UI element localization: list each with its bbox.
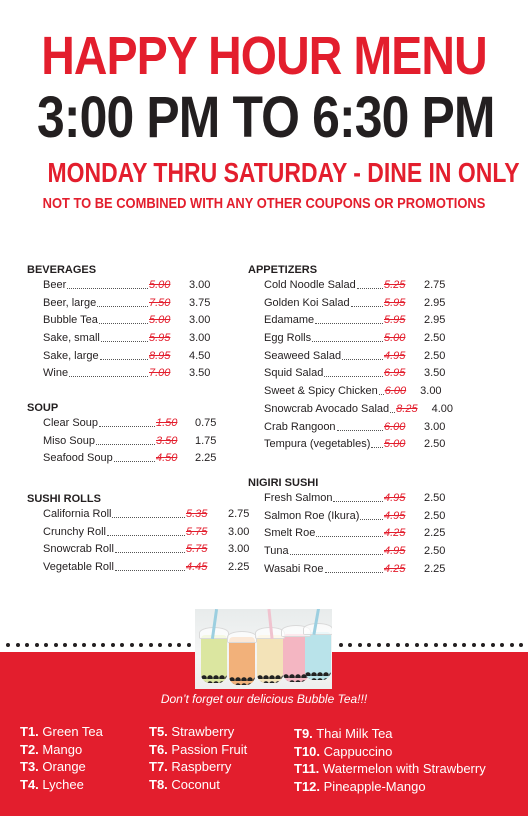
leader-dots [69,376,148,377]
happy-hour-price: 2.50 [424,545,446,558]
happy-hour-price: 3.00 [228,525,250,538]
item-name: Fresh Salmon [264,492,333,504]
soup-section [27,401,237,468]
menu-item [248,419,513,437]
leader-dots [100,359,148,360]
regular-price: 3.50 [156,434,178,447]
happy-hour-time: 3:00 PM TO 6:30 PM [36,85,495,150]
flavor-name: Green Tea [42,724,103,739]
leader-dots [324,376,383,377]
menu-item [27,277,237,295]
happy-hour-price: 2.75 [228,508,250,520]
item-name: Tempura (vegetables) [264,438,371,451]
happy-hour-price: 1.75 [195,434,217,447]
divider-dot [377,643,381,647]
divider-dot [158,643,162,647]
regular-price: 6.95 [384,367,406,380]
divider-dot [396,643,400,647]
item-name: Wasabi Roe [264,562,324,575]
flavor-name: Thai Milk Tea [316,726,393,741]
leader-dots [371,447,383,448]
leader-dots [107,535,185,536]
flavor-code: T5. [149,724,168,739]
leader-dots [67,288,148,289]
happy-hour-price: 3.00 [420,385,442,398]
flavor-name: Orange [42,759,86,774]
leader-dots [333,501,383,502]
menu-item [27,365,237,383]
leader-dots [360,519,383,520]
flavor-name: Lychee [42,776,84,792]
happy-hour-price: 3.00 [228,543,250,556]
flavor-code: T11. [294,761,320,776]
menu-item [248,383,513,401]
happy-hour-price: 2.50 [424,332,446,345]
sushi-rolls-section [27,492,250,577]
flavor-code: T12. [294,778,321,794]
item-name: Squid Salad [264,367,324,380]
menu-item [248,436,513,454]
flavor-item [294,760,486,778]
flavor-code: T9. [294,726,313,741]
regular-price: 4.95 [384,545,406,558]
happy-hour-price: 3.00 [189,279,211,291]
leader-dots [379,394,384,395]
menu-item [27,450,237,468]
flavor-name: Pineapple-Mango [323,778,426,794]
happy-hour-price: 2.25 [424,527,446,540]
happy-hour-price: 3.00 [189,314,211,327]
flavor-code: T1. [20,724,39,739]
section-title: SOUP [27,402,59,414]
regular-price: 5.75 [186,525,208,538]
menu-item [248,525,513,543]
divider-dot [462,643,466,647]
happy-hour-price: 2.50 [424,509,446,522]
happy-hour-price: 2.50 [424,492,446,504]
flavor-name: Watermelon with Strawberry [322,761,486,776]
item-name: Crunchy Roll [43,525,106,538]
flavor-item [20,758,103,776]
item-name: Egg Rolls [264,332,312,345]
menu-item [248,365,513,383]
regular-price: 4.45 [186,561,208,574]
bubble-tea-cups-photo [195,609,332,689]
flavor-code: T8. [149,776,168,792]
divider-dot [130,643,134,647]
divider-dot [187,643,191,647]
leader-dots [99,426,155,427]
menu-item [248,295,513,313]
menu-item [27,295,237,313]
divider-dot [491,643,495,647]
regular-price: 1.50 [156,417,178,429]
leader-dots [96,444,155,445]
flavor-name: Mango [42,741,83,757]
menu-item [27,415,237,433]
item-name: Vegetable Roll [43,561,114,574]
divider-dot [111,643,115,647]
item-name: Wine [43,367,69,380]
item-name: California Roll [43,508,112,520]
appetizers-section [248,263,513,454]
flavor-item [149,776,247,794]
section-title: SUSHI ROLLS [27,493,101,505]
regular-price: 6.00 [384,420,406,433]
menu-item [248,508,513,526]
regular-price: 5.95 [384,296,406,309]
menu-item [248,561,513,579]
happy-hour-price: 3.00 [189,332,211,345]
regular-price: 5.95 [149,332,171,345]
regular-price: 8.95 [149,349,171,362]
flavor-item [294,725,486,743]
item-name: Seaweed Salad [264,349,342,362]
menu-item [27,541,250,559]
divider-dot [44,643,48,647]
happy-hour-price: 2.75 [424,279,446,291]
divider-dot [120,643,124,647]
leader-dots [390,412,395,413]
regular-price: 7.50 [149,296,171,309]
happy-hour-price: 4.50 [189,349,211,362]
menu-item [27,559,250,577]
item-name: Snowcrab Avocado Salad [264,402,390,415]
divider-dot [481,643,485,647]
happy-hour-price: 3.50 [424,367,446,380]
happy-hour-price: 2.95 [424,314,446,327]
item-name: Snowcrab Roll [43,543,114,556]
flavor-item [149,758,247,776]
divider-dot [500,643,504,647]
item-name: Sweet & Spicy Chicken [264,385,378,398]
leader-dots [315,323,383,324]
flavor-name: Raspberry [171,759,232,774]
menu-item [27,506,250,524]
regular-price: 4.50 [156,452,178,465]
section-title: APPETIZERS [248,264,318,276]
leader-dots [316,536,383,537]
happy-hour-price: 2.25 [424,562,446,575]
happy-hour-price: 2.50 [424,438,446,451]
cup-green-icon [201,635,227,683]
happy-hour-price: 3.50 [189,367,211,380]
happy-hour-price: 3.75 [189,296,211,309]
divider-dot [139,643,143,647]
leader-dots [290,554,383,555]
regular-price: 4.95 [384,492,406,504]
menu-item [248,348,513,366]
divider-dot [415,643,419,647]
divider-dot [519,643,523,647]
item-name: Salmon Roe (Ikura) [264,509,360,522]
item-name: Bubble Tea [43,314,98,327]
flavor-item [294,743,486,761]
divider-dot [54,643,58,647]
flavor-item [149,741,247,759]
menu-item [248,312,513,330]
item-name: Seafood Soup [43,452,113,465]
happy-hour-price: 2.50 [424,349,446,362]
item-name: Crab Rangoon [264,420,336,433]
divider-dot [453,643,457,647]
happy-hour-price: 2.95 [424,296,446,309]
days-notice: MONDAY THRU SATURDAY - DINE IN ONLY [47,157,520,188]
flavor-name: Strawberry [171,724,235,739]
divider-dot [358,643,362,647]
regular-price: 5.00 [384,332,406,345]
promo-disclaimer: NOT TO BE COMBINED WITH ANY OTHER COUPONS OR PROMOTIONS [42,195,486,212]
regular-price: 5.25 [384,279,406,291]
flavor-name: Cappuccino [323,743,393,759]
menu-item [27,433,237,451]
divider-dot [16,643,20,647]
happy-hour-price: 3.00 [424,420,446,433]
menu-title: HAPPY HOUR MENU [41,26,487,86]
divider-dot [510,643,514,647]
regular-price: 6.00 [384,385,407,398]
cup-cream-icon [257,635,283,683]
happy-hour-price: 0.75 [195,417,217,429]
item-name: Cold Noodle Salad [264,279,356,291]
nigiri-sushi-section [248,476,513,578]
flavor-column-2 [149,723,247,793]
flavor-code: T7. [149,759,168,774]
divider-dot [101,643,105,647]
leader-dots [115,570,185,571]
section-title: BEVERAGES [27,264,97,276]
happy-hour-price: 2.25 [195,452,217,465]
beverages-section [27,263,237,383]
divider-dot [472,643,476,647]
item-name: Beer [43,279,67,291]
item-name: Beer, large [43,296,97,309]
divider-dot [443,643,447,647]
menu-item [27,524,250,542]
divider-dot [35,643,39,647]
leader-dots [325,572,383,573]
divider-dot [424,643,428,647]
regular-price: 5.00 [149,314,171,327]
regular-price: 5.35 [186,508,208,520]
leader-dots [112,517,185,518]
flavor-code: T3. [20,759,39,774]
happy-hour-price: 2.25 [228,561,250,574]
menu-item [248,490,513,508]
item-name: Edamame [264,314,315,327]
menu-item [248,277,513,295]
regular-price: 5.95 [384,314,406,327]
leader-dots [114,461,155,462]
flavor-code: T4. [20,776,39,792]
leader-dots [99,323,148,324]
item-name: Golden Koi Salad [264,296,350,309]
divider-dot [348,643,352,647]
item-name: Clear Soup [43,417,99,429]
regular-price: 4.95 [384,349,406,362]
divider-dot [386,643,390,647]
menu-item [248,543,513,561]
divider-dot [82,643,86,647]
divider-dot [92,643,96,647]
flavor-name: Passion Fruit [171,741,248,757]
item-name: Sake, small [43,332,100,345]
divider-dot [177,643,181,647]
divider-dot [367,643,371,647]
flavor-item [20,741,103,759]
leader-dots [101,341,148,342]
section-title: NIGIRI SUSHI [248,477,319,489]
regular-price: 4.25 [384,562,406,575]
leader-dots [342,359,383,360]
regular-price: 5.75 [186,543,208,556]
flavor-item [149,723,247,741]
happy-hour-price: 4.00 [431,402,454,415]
divider-dot [73,643,77,647]
item-name: Smelt Roe [264,527,316,540]
flavor-item [20,776,103,794]
cup-orange-icon [229,637,255,685]
leader-dots [312,341,383,342]
regular-price: 5.00 [384,438,406,451]
flavor-code: T10. [294,743,321,759]
flavor-code: T6. [149,741,168,757]
leader-dots [97,306,148,307]
divider-dot [339,643,343,647]
menu-item [27,330,237,348]
item-name: Miso Soup [43,434,95,447]
leader-dots [351,306,383,307]
item-name: Tuna [264,545,289,558]
regular-price: 4.25 [384,527,406,540]
flavor-column-1 [20,723,103,793]
divider-dot [6,643,10,647]
divider-dot [149,643,153,647]
flavor-column-3 [294,725,486,795]
cup-blue-icon [305,632,331,680]
flavor-code: T2. [20,741,39,757]
divider-dot [25,643,29,647]
menu-item [27,348,237,366]
regular-price: 5.00 [149,279,171,291]
leader-dots [337,430,383,431]
divider-dot [434,643,438,647]
menu-item [248,330,513,348]
divider-dot [168,643,172,647]
flavor-name: Coconut [171,776,220,792]
regular-price: 7.00 [149,367,171,380]
item-name: Sake, large [43,349,99,362]
bubble-tea-tagline: Don’t forget our delicious Bubble Tea!!! [160,692,368,706]
leader-dots [357,288,383,289]
menu-item [27,312,237,330]
flavor-item [294,778,486,796]
menu-item [248,401,513,419]
leader-dots [115,552,185,553]
divider-dot [405,643,409,647]
divider-dot [63,643,67,647]
regular-price: 4.95 [384,509,406,522]
flavor-item [20,723,103,741]
regular-price: 8.25 [396,402,418,415]
